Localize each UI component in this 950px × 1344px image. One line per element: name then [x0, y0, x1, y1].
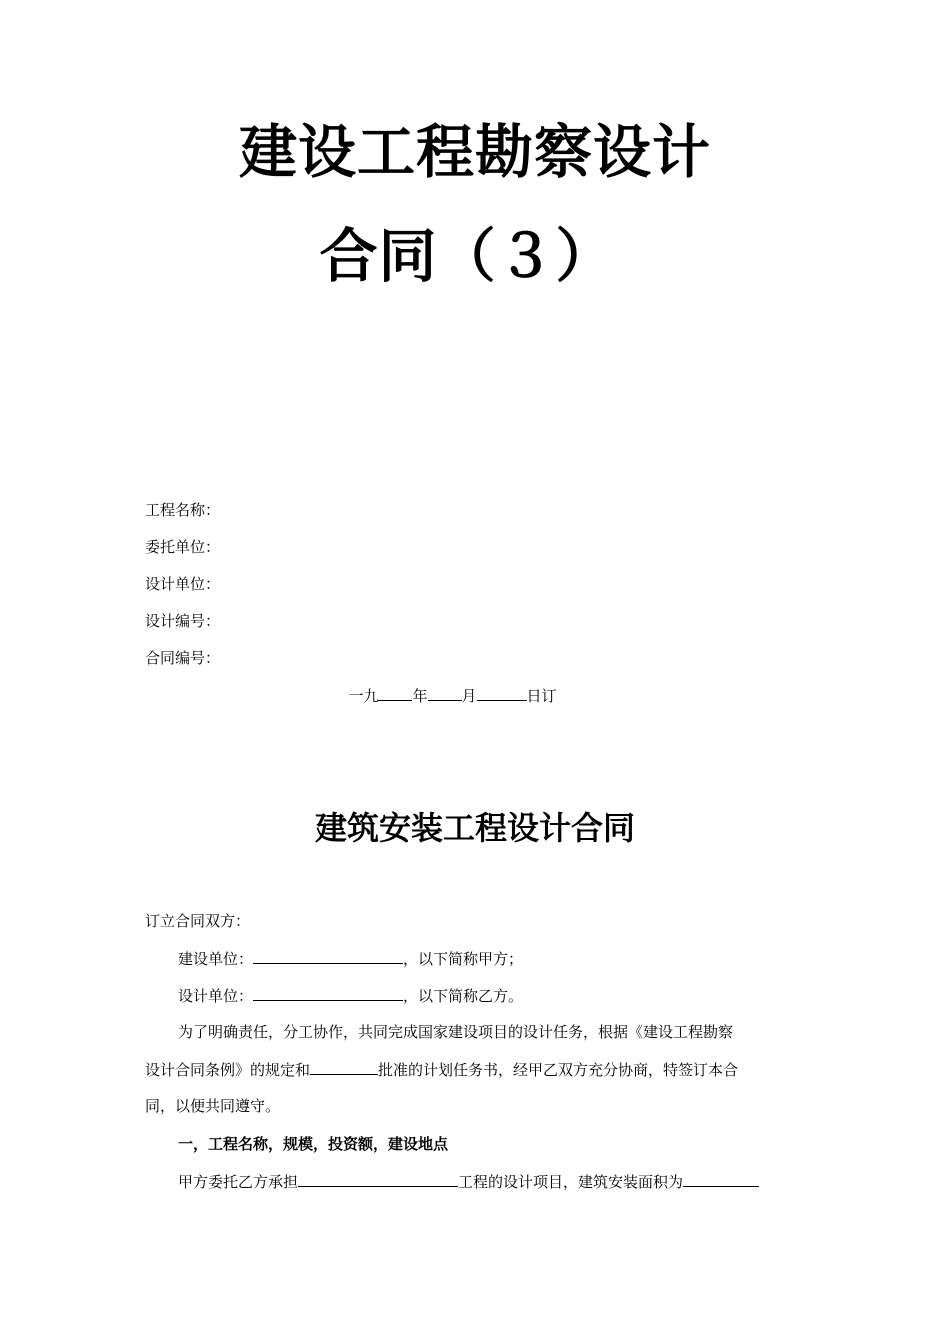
paragraph-1-line-2: [145, 1059, 807, 1080]
date-prefix: 一九: [348, 687, 379, 705]
section1-line1-start: 甲方委托乙方承担: [178, 1173, 299, 1191]
contract-title: 建筑安装工程设计合同: [314, 809, 635, 847]
party-a-blank: [253, 948, 403, 964]
date-year-label: 年: [412, 687, 428, 705]
paragraph-1-line-3: 同，以便共同遵守。: [145, 1097, 281, 1115]
para1-line2-start: 设计合同条例》的规定和: [145, 1061, 311, 1079]
date-month-label: 月: [461, 687, 477, 705]
approval-authority-blank: [310, 1059, 378, 1075]
field-client-unit: 委托单位：: [145, 538, 221, 556]
party-a-suffix: ，以下简称甲方；: [403, 950, 524, 968]
party-a-line: [178, 948, 807, 969]
year-blank: [378, 686, 412, 701]
area-blank: [683, 1171, 759, 1187]
section1-line1-middle: 工程的设计项目，建筑安装面积为: [458, 1173, 684, 1191]
party-b-blank: [253, 985, 403, 1001]
signing-date: [0, 686, 905, 706]
field-design-unit: 设计单位：: [145, 575, 221, 593]
section-1-line-1: [178, 1171, 807, 1192]
date-day-suffix: 日订: [526, 687, 557, 705]
party-a-label: 建设单位：: [178, 950, 254, 968]
para1-line2-end: 批准的计划任务书，经甲乙双方充分协商，特签订本合: [378, 1061, 739, 1079]
cover-title-line-1: 建设工程勘察设计: [238, 118, 711, 186]
field-design-number: 设计编号：: [145, 612, 221, 630]
month-blank: [428, 686, 462, 701]
day-blank: [477, 686, 527, 701]
parties-heading: 订立合同双方：: [145, 912, 251, 930]
party-b-label: 设计单位：: [178, 987, 254, 1005]
project-name-blank: [298, 1171, 458, 1187]
field-project-name: 工程名称：: [145, 501, 221, 519]
paragraph-1-line-1: 为了明确责任，分工协作，共同完成国家建设项目的设计任务，根据《建设工程勘察: [178, 1023, 734, 1041]
field-contract-number: 合同编号：: [145, 649, 221, 667]
cover-title-line-2: 合同（３）: [319, 222, 615, 290]
party-b-line: [178, 985, 807, 1006]
party-b-suffix: ，以下简称乙方。: [403, 987, 524, 1005]
section-1-heading: 一，工程名称，规模，投资额，建设地点: [178, 1135, 449, 1153]
